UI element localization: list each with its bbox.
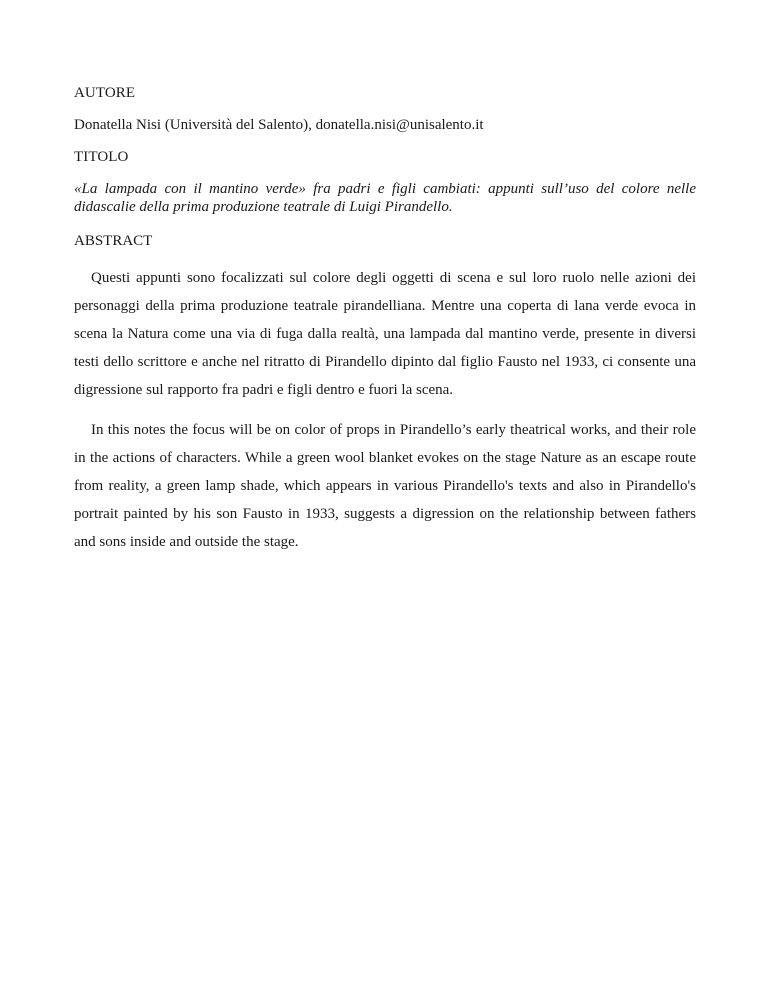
paper-title: «La lampada con il mantino verde» fra padri e figli cambiati: appunti sull’uso del colore nelle didascalie della prima produzione teatrale di Luigi Pirandello. bbox=[74, 181, 696, 215]
abstract-paragraph-english: In this notes the focus will be on color of props in Pirandello’s early theatrical works, and their role in the actions of characters. While a green wool blanket evokes on the stage Nature as an escape route from reality, a green lamp shade, which appears in various Pirandello's texts and also in Pirandello's portrait painted by his son Fausto in 1933, suggests a digression on the relationship between fathers and sons inside and outside the stage. bbox=[74, 422, 696, 550]
abstract-heading: ABSTRACT bbox=[74, 233, 153, 249]
author-heading: AUTORE bbox=[74, 85, 136, 101]
title-heading: TITOLO bbox=[74, 149, 129, 165]
document-content bbox=[74, 84, 696, 568]
abstract-paragraph-italian: Questi appunti sono focalizzati sul colore degli oggetti di scena e sul loro ruolo nelle azioni dei personaggi della prima produzione teatrale pirandelliana. Mentre una coperta di lana verde evoca in scena la Natura come una via di fuga dalla realtà, una lampada dal mantino verde, presente in diversi testi dello scrittore e anche nel ritratto di Pirandello dipinto dal figlio Fausto nel 1933, ci consente una digressione sul rapporto fra padri e figli dentro e fuori la scena. bbox=[74, 270, 696, 398]
author-line: Donatella Nisi (Università del Salento), donatella.nisi@unisalento.it bbox=[74, 117, 484, 133]
